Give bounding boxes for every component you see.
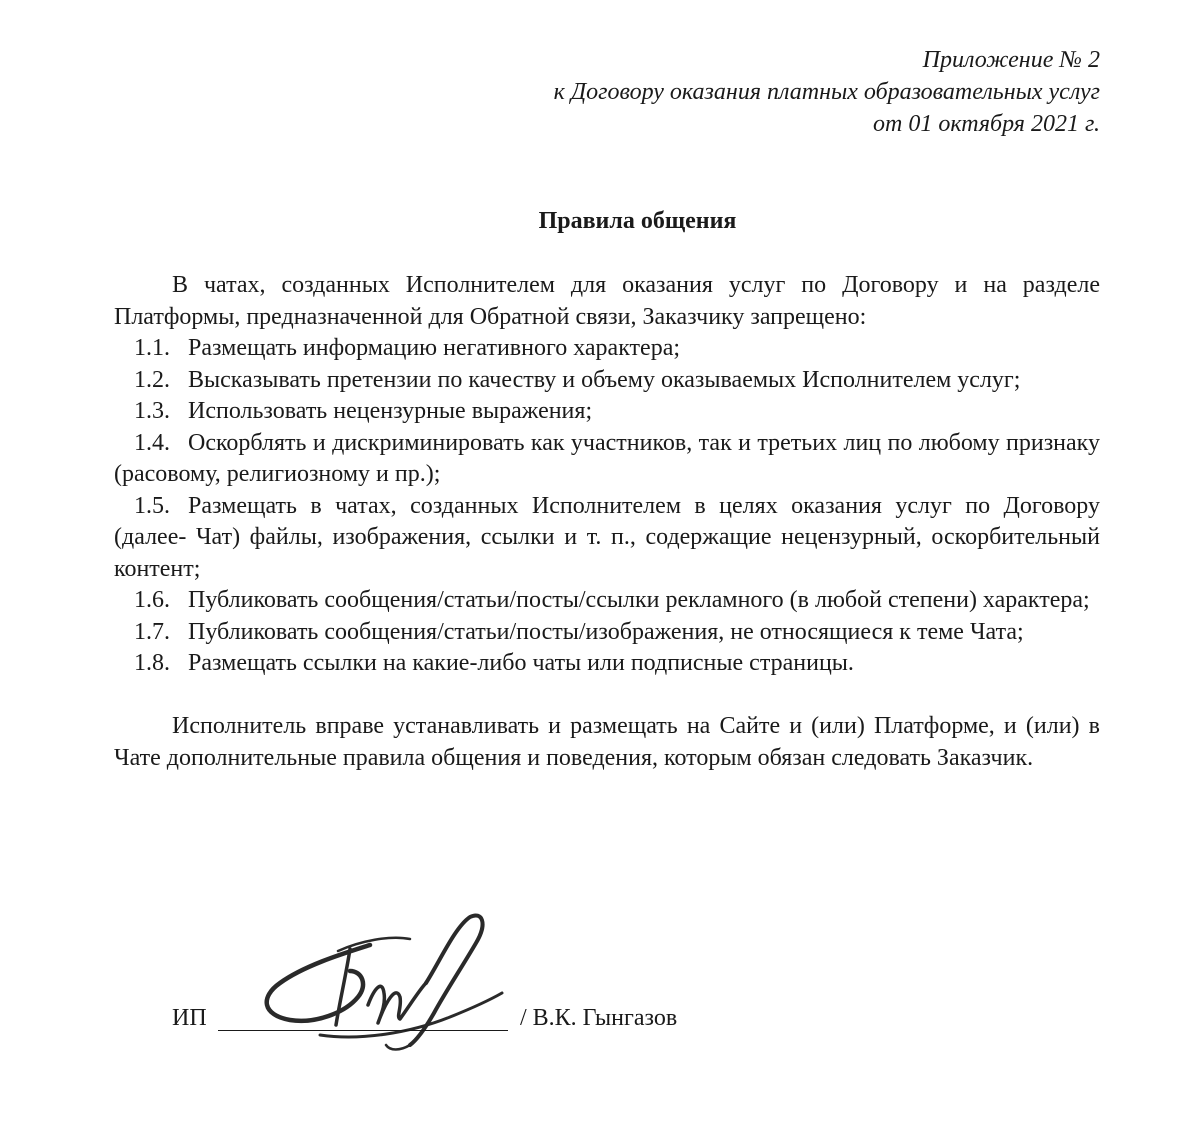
appendix-header [554, 44, 1100, 140]
rule-text: Публиковать сообщения/статьи/посты/ссылки рекламного (в любой степени) характера; [188, 587, 1090, 613]
list-item [114, 585, 1100, 617]
rule-text: Высказывать претензии по качеству и объему оказываемых Исполнителем услуг; [188, 366, 1021, 393]
list-item [114, 396, 1100, 428]
document-body [114, 270, 1100, 774]
rule-text: Размещать информацию негативного характера; [188, 335, 681, 361]
appendix-line-1: Приложение № 2 [922, 47, 1100, 73]
rule-number: 1.7. [134, 618, 170, 645]
rule-text: Использовать нецензурные выражения; [188, 398, 593, 424]
list-item [114, 333, 1100, 365]
rule-text: Размещать в чатах, созданных Исполнителем в целях оказания услуг по Договору (далее- Чат) файлы, изображения, ссылки и т. п., содержащие нецензурный, оскорбительный контент; [114, 492, 1100, 582]
list-item [114, 428, 1100, 491]
rule-text: Размещать ссылки на какие-либо чаты или подписные страницы. [188, 650, 854, 676]
rule-number: 1.3. [134, 398, 170, 424]
list-item [114, 365, 1100, 397]
rule-number: 1.6. [134, 587, 170, 613]
rule-number: 1.4. [134, 429, 170, 456]
rule-number: 1.2. [134, 366, 170, 393]
rule-number: 1.1. [134, 335, 170, 361]
signatory-name: / В.К. Гынгазов [520, 1005, 678, 1031]
list-item [114, 648, 1100, 680]
list-item [114, 491, 1100, 586]
signature-line [218, 1030, 508, 1031]
closing-paragraph: Исполнитель вправе устанавливать и размещать на Сайте и (или) Платформе, и (или) в Чате дополнительные правила общения и поведения, которым обязан следовать Заказчик. [114, 713, 1100, 771]
rule-number: 1.5. [134, 492, 170, 519]
appendix-line-3: от 01 октября 2021 г. [873, 111, 1100, 137]
list-item [114, 617, 1100, 649]
rule-text: Оскорблять и дискриминировать как участников, так и третьих лиц по любому признаку (расовому, религиозному и пр.); [114, 429, 1100, 487]
rule-text: Публиковать сообщения/статьи/посты/изображения, не относящиеся к теме Чата; [188, 618, 1024, 645]
rule-number: 1.8. [134, 650, 170, 676]
document-title: Правила общения [538, 208, 737, 234]
appendix-line-2: к Договору оказания платных образовательных услуг [553, 79, 1100, 105]
handwritten-signature-icon [250, 905, 510, 1055]
intro-paragraph: В чатах, созданных Исполнителем для оказания услуг по Договору и на разделе Платформы, предназначенной для Обратной связи, Заказчику запрещено: [114, 272, 1100, 330]
signature-label: ИП [172, 1005, 207, 1031]
rules-list [114, 333, 1100, 680]
